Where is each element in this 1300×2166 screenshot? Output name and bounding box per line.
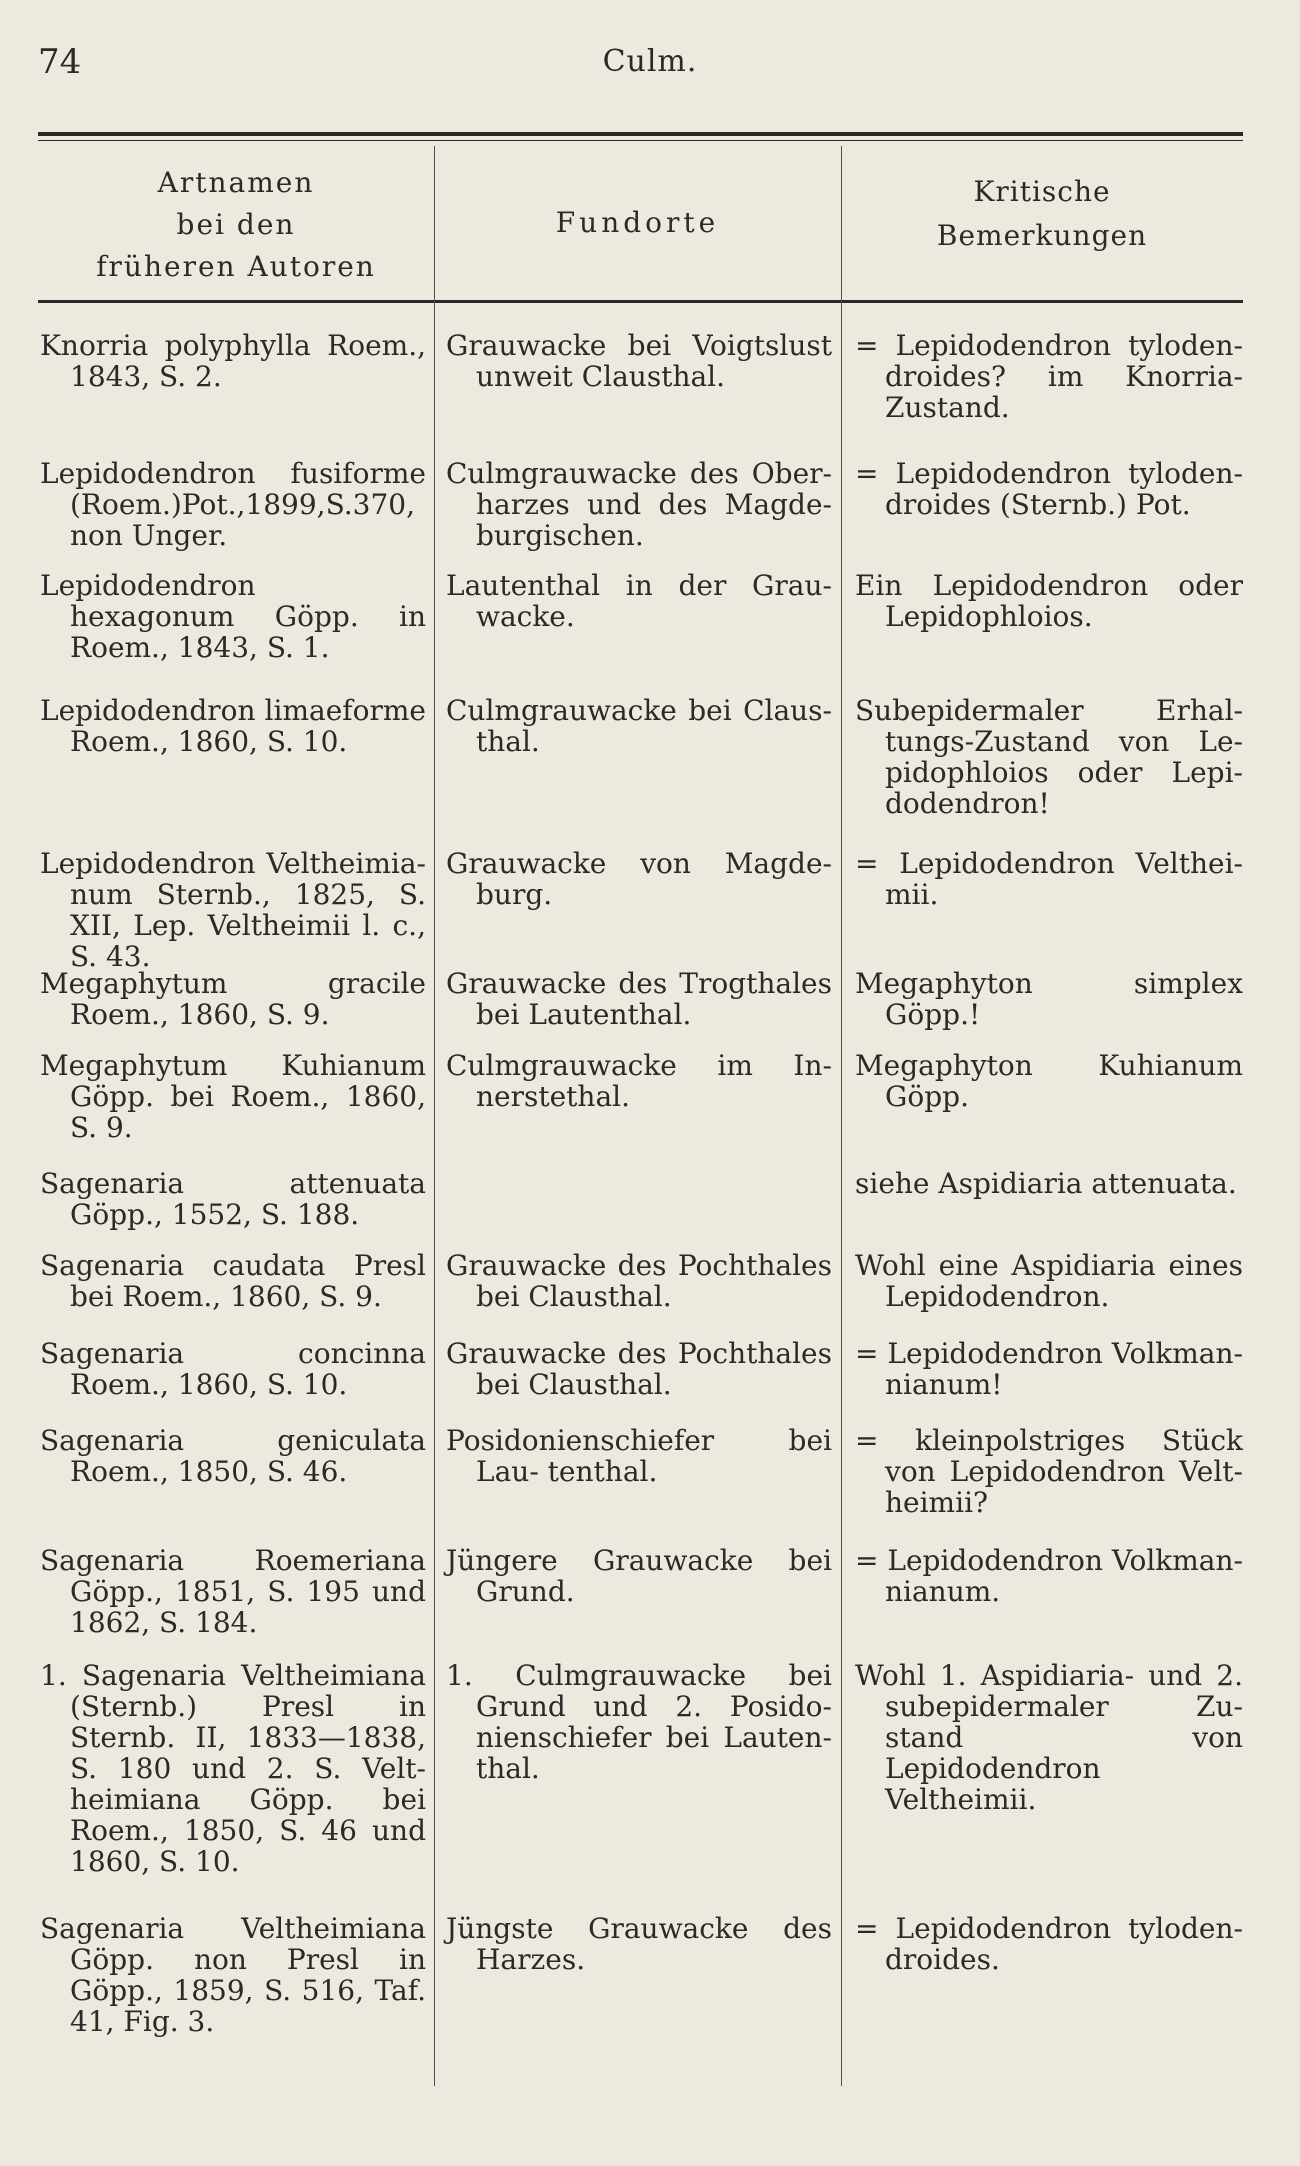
remark-text: Megaphyton Kuhianum Göpp. bbox=[855, 1049, 1243, 1113]
remark-text: siehe Aspidiaria attenuata. bbox=[855, 1167, 1237, 1200]
locality-cell bbox=[446, 1050, 832, 1112]
species-name-text: Lepidodendron Veltheimia- num Sternb., 1825, S. XII, Lep. Veltheimii l. c., S. 43. bbox=[40, 847, 426, 973]
species-name-cell bbox=[40, 458, 426, 551]
locality-cell bbox=[446, 1250, 832, 1312]
species-name-cell bbox=[40, 1545, 426, 1638]
species-name-cell bbox=[40, 1660, 426, 1877]
remark-cell bbox=[855, 1545, 1243, 1607]
species-name-cell bbox=[40, 1913, 426, 2037]
species-name-text: Megaphytum Kuhianum Göpp. bei Roem., 1860, S. 9. bbox=[40, 1049, 426, 1144]
species-name-cell bbox=[40, 968, 426, 1030]
remark-cell bbox=[855, 695, 1243, 819]
locality-text: Culmgrauwacke des Ober- harzes und des Magde- burgischen. bbox=[446, 457, 832, 552]
species-name-cell bbox=[40, 1050, 426, 1143]
running-head: Culm. bbox=[602, 44, 698, 79]
species-name-cell bbox=[40, 1168, 426, 1230]
locality-text: Culmgrauwacke bei Claus- thal. bbox=[446, 694, 832, 758]
locality-text: Jüngere Grauwacke bei Grund. bbox=[446, 1544, 832, 1608]
column-head-remarks: Kritische Bemerkungen bbox=[936, 175, 1148, 252]
remark-cell bbox=[855, 330, 1243, 423]
species-name-text: Lepidodendron hexagonum Göpp. in Roem., 1843, S. 1. bbox=[40, 569, 426, 664]
column-divider-2 bbox=[841, 146, 842, 2086]
locality-text: Jüngste Grauwacke des Harzes. bbox=[446, 1912, 832, 1976]
remark-cell bbox=[855, 1168, 1243, 1199]
locality-text: Grauwacke des Trogthales bei Lautenthal. bbox=[446, 967, 832, 1031]
remark-cell bbox=[855, 458, 1243, 520]
locality-cell bbox=[446, 848, 832, 910]
remark-cell bbox=[855, 1425, 1243, 1518]
species-name-cell bbox=[40, 1425, 426, 1487]
header-bottom-rule bbox=[38, 300, 1243, 303]
remark-cell bbox=[855, 1250, 1243, 1312]
remark-cell bbox=[855, 1660, 1243, 1815]
remark-text: = Lepidodendron Volkman- nianum! bbox=[855, 1337, 1243, 1401]
locality-text: Lautenthal in der Grau- wacke. bbox=[446, 569, 832, 633]
column-head-names: Artnamen bei den früheren Autoren bbox=[96, 166, 376, 283]
species-name-cell bbox=[40, 330, 426, 392]
locality-cell bbox=[446, 1660, 832, 1784]
column-head-localities: Fundorte bbox=[555, 206, 720, 239]
species-name-text: Sagenaria Roemeriana Göpp., 1851, S. 195 und 1862, S. 184. bbox=[40, 1544, 426, 1639]
remark-text: = Lepidodendron tyloden- droides. bbox=[855, 1912, 1243, 1976]
locality-text: Grauwacke bei Voigtslust unweit Clausthal. bbox=[446, 329, 832, 393]
species-name-text: Sagenaria geniculata Roem., 1850, S. 46. bbox=[40, 1424, 426, 1488]
species-name-text: Sagenaria attenuata Göpp., 1552, S. 188. bbox=[40, 1167, 426, 1231]
page-number: 74 bbox=[38, 42, 82, 82]
locality-cell bbox=[446, 1913, 832, 1975]
locality-cell bbox=[446, 330, 832, 392]
remark-cell bbox=[855, 848, 1243, 910]
species-name-cell bbox=[40, 1338, 426, 1400]
remark-cell bbox=[855, 1338, 1243, 1400]
remark-cell bbox=[855, 570, 1243, 632]
column-divider-1 bbox=[434, 146, 435, 2086]
species-name-text: Sagenaria concinna Roem., 1860, S. 10. bbox=[40, 1337, 426, 1401]
remark-text: = kleinpolstriges Stück von Lepidodendron Velt- heimii? bbox=[855, 1424, 1243, 1519]
remark-cell bbox=[855, 968, 1243, 1030]
remark-text: Ein Lepidodendron oder Lepidophloios. bbox=[855, 569, 1243, 633]
locality-text: Posidonienschiefer bei Lau- tenthal. bbox=[446, 1424, 832, 1488]
remark-text: = Lepidodendron Velthei- mii. bbox=[855, 847, 1243, 911]
locality-text: 1. Culmgrauwacke bei Grund und 2. Posido- nienschiefer bei Lauten- thal. bbox=[446, 1659, 832, 1785]
remark-text: Wohl eine Aspidiaria eines Lepidodendron. bbox=[855, 1249, 1243, 1313]
locality-text: Grauwacke von Magde- burg. bbox=[446, 847, 832, 911]
locality-text: Grauwacke des Pochthales bei Clausthal. bbox=[446, 1337, 832, 1401]
species-name-text: Megaphytum gracile Roem., 1860, S. 9. bbox=[40, 967, 426, 1031]
locality-cell bbox=[446, 1338, 832, 1400]
species-name-text: Lepidodendron limaeforme Roem., 1860, S. 10. bbox=[40, 694, 426, 758]
top-rule bbox=[38, 132, 1243, 136]
remark-text: Subepidermaler Erhal- tungs-Zustand von Le- pidophloios oder Lepi- dodendron! bbox=[855, 694, 1243, 820]
locality-cell bbox=[446, 695, 832, 757]
locality-cell bbox=[446, 458, 832, 551]
species-name-cell bbox=[40, 695, 426, 757]
species-name-cell bbox=[40, 1250, 426, 1312]
top-rule-thin bbox=[38, 140, 1243, 141]
remark-text: = Lepidodendron tyloden- droides (Sternb.) Pot. bbox=[855, 457, 1243, 521]
remark-cell bbox=[855, 1913, 1243, 1975]
locality-text: Grauwacke des Pochthales bei Clausthal. bbox=[446, 1249, 832, 1313]
species-name-text: Knorria polyphylla Roem., 1843, S. 2. bbox=[40, 329, 426, 393]
locality-text: Culmgrauwacke im In- nerstethal. bbox=[446, 1049, 832, 1113]
species-name-text: Sagenaria Veltheimiana Göpp. non Presl in Göpp., 1859, S. 516, Taf. 41, Fig. 3. bbox=[40, 1912, 426, 2038]
locality-cell bbox=[446, 968, 832, 1030]
species-name-text: 1. Sagenaria Veltheimiana (Sternb.) Presl in Sternb. II, 1833—1838, S. 180 und 2. S. Velt- heimiana Göpp. bei Roem., 1850, S. 46 und 1860, S. 10. bbox=[40, 1659, 426, 1878]
remark-text: = Lepidodendron Volkman- nianum. bbox=[855, 1544, 1243, 1608]
locality-cell bbox=[446, 1425, 832, 1487]
remark-text: = Lepidodendron tyloden- droides? im Knorria- Zustand. bbox=[855, 329, 1243, 424]
remark-cell bbox=[855, 1050, 1243, 1112]
species-name-cell bbox=[40, 848, 426, 972]
remark-text: Megaphyton simplex Göpp.! bbox=[855, 967, 1243, 1031]
remark-text: Wohl 1. Aspidiaria- und 2. subepidermaler Zu- stand von Lepidodendron Veltheimii. bbox=[855, 1659, 1243, 1816]
locality-cell bbox=[446, 570, 832, 632]
species-name-text: Sagenaria caudata Presl bei Roem., 1860, S. 9. bbox=[40, 1249, 426, 1313]
species-name-cell bbox=[40, 570, 426, 663]
locality-cell bbox=[446, 1545, 832, 1607]
species-name-text: Lepidodendron fusiforme (Roem.)Pot.,1899,S.370, non Unger. bbox=[40, 457, 426, 552]
